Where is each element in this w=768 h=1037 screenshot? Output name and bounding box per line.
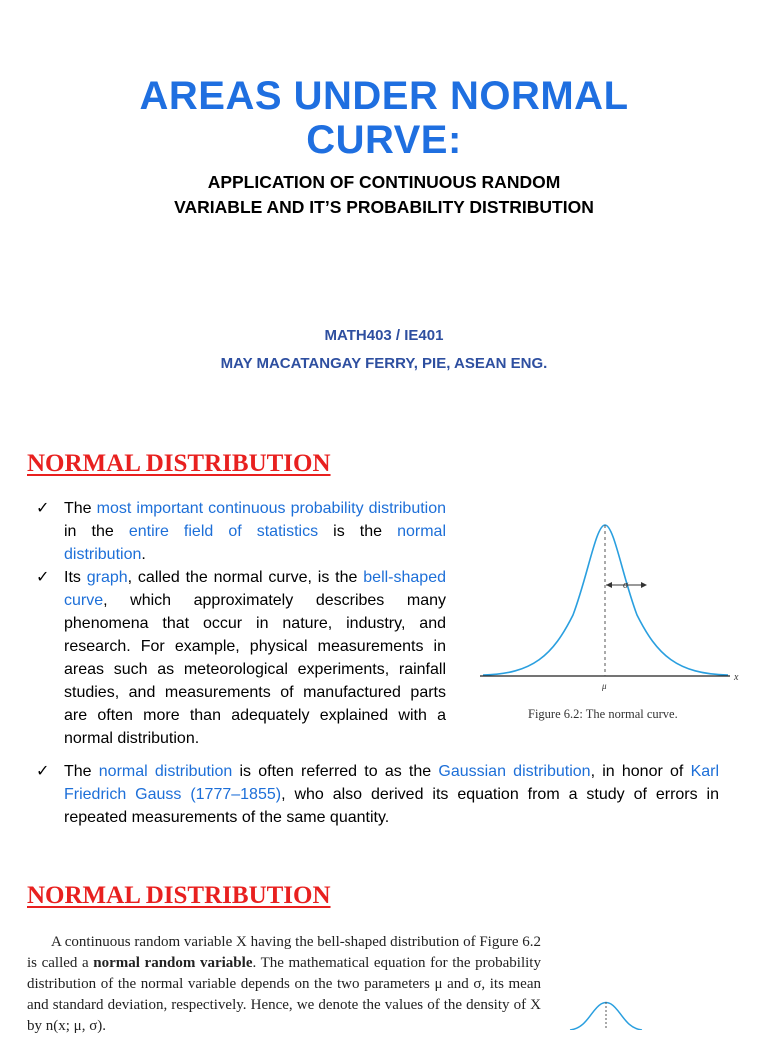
bullet-item [36,497,446,566]
bullet-text: The [64,500,97,517]
normal-curve-graphic [478,515,748,705]
normal-distribution-definition-slide [0,840,768,1034]
paragraph-text: . The mathematical equation for the probability distribution of the normal variable depends on the two parameters μ and σ, its mean and standard deviation, respectively. Hence, we denote the values of the density of X by n(x; μ, σ). [27,955,541,1034]
bullet-text: . [141,546,146,563]
sigma-arrow-right-head [641,582,647,588]
bullet-text: Its [64,569,87,586]
bullet-list [36,760,719,829]
definition-paragraph [27,932,541,1037]
subtitle [0,170,768,220]
sigma-arrow-left-head [606,582,612,588]
main-title-line-1: AREAS UNDER NORMAL [139,74,629,118]
checkmark-icon: ✓ [36,500,50,517]
bullet-text: , called the normal curve, is the [127,569,364,586]
checkmark-icon: ✓ [36,763,50,780]
subtitle-line-1: APPLICATION OF CONTINUOUS RANDOM [207,172,561,192]
highlight-text: graph [86,569,128,586]
main-title [0,74,768,162]
subtitle-line-2: VARIABLE AND IT’S PROBABILITY DISTRIBUTION [174,197,594,217]
figure-caption: Figure 6.2: The normal curve. [528,707,678,721]
highlight-text: entire field of statistics [128,523,319,540]
bullet-text: , in honor of [590,763,691,780]
highlight-text: bell-shaped curve [64,569,446,609]
course-info [0,322,768,378]
bullet-item [36,760,719,829]
section-heading: NORMAL DISTRIBUTION [27,450,331,477]
highlight-text: most important continuous probability distribution [96,500,447,517]
bullet-text: in the [64,523,129,540]
course-code: MATH403 / IE401 [324,327,444,344]
bold-term: normal random variable [93,955,253,971]
x-axis-label: x [734,672,739,683]
bullet-text: , who also derived its equation from a study of errors in repeated measurements of the same quantity. [64,786,719,826]
bullet-text: The [64,763,99,780]
normal-distribution-slide [0,420,768,840]
bullet-text: is the [318,523,398,540]
bullet-text: , which approximately describes many phenomena that occur in nature, industry, and research. For example, physical measurements in areas such as meteorological experiments, rainfall studies, and measurements of manufactured parts are often more than adequately explained with a normal distribution. [64,592,446,747]
paragraph-text: A continuous random variable X having the bell-shaped distribution of Figure 6.2 is called a [27,934,541,971]
highlight-text: Karl Friedrich Gauss (1777–1855) [64,763,720,803]
checkmark-icon: ✓ [36,569,50,586]
section-heading: NORMAL DISTRIBUTION [27,882,331,909]
bullet-item [36,566,446,750]
mu-label: μ [602,681,607,691]
bullet-text: is often referred to as the [232,763,439,780]
highlight-text: normal distribution [64,523,446,563]
sigma-label: σ [623,580,628,591]
mini-normal-curve-graphic [565,1000,655,1030]
normal-curve-figure [478,515,748,725]
title-slide [0,0,768,420]
author-name: MAY MACATANGAY FERRY, PIE, ASEAN ENG. [220,355,548,372]
highlight-text: Gaussian distribution [438,763,591,780]
bullet-list [36,497,446,750]
highlight-text: normal distribution [98,763,233,780]
main-title-line-2: CURVE: [306,118,462,162]
